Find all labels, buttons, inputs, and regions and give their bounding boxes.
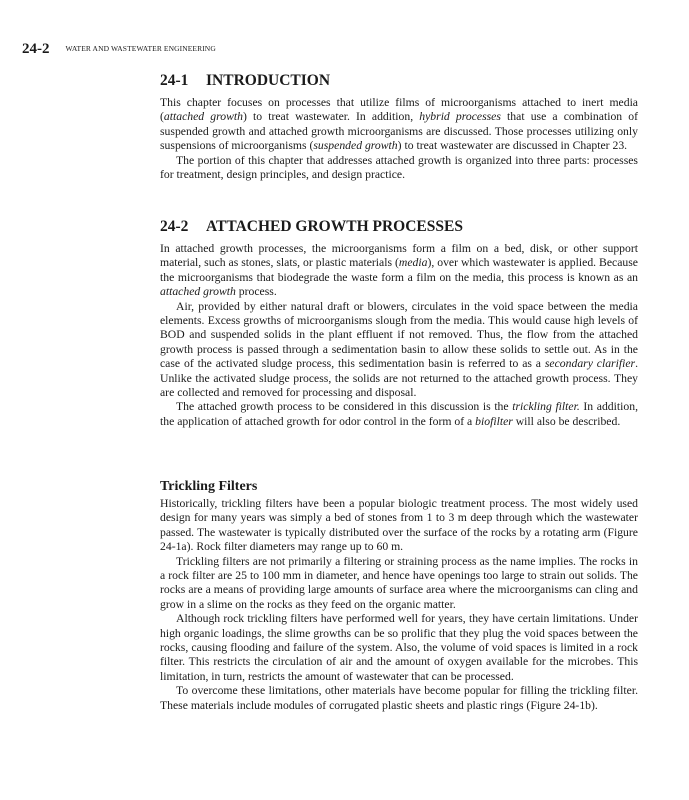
text-run: In addition, the application of attached growth for odor control in the form of a	[160, 400, 639, 428]
section-number: 24-1	[160, 72, 189, 89]
italic-term: hybrid processes	[419, 110, 501, 124]
text-run: Air, provided by either natural draft or blowers, circulates in the void space between the media elements. Excess growths of microorganisms slough from the media. This would cause high levels of BOD and suspended solids in the plant effluent if not removed. Thus, the flow from the attached growth process is passed through a sedimentation basin to allow these solids to settle out. As in the case of the activated sludge process, this sedimentation basin is referred to as a	[160, 299, 638, 371]
paragraph	[160, 96, 638, 154]
italic-term: secondary clarifier	[544, 357, 636, 371]
subsection-trickling-filters	[160, 479, 638, 495]
paragraph: The portion of this chapter that addresses attached growth is organized into three parts: processes for treatment, design principles, and design practice.	[160, 153, 638, 182]
text-run: . Unlike the activated sludge process, the solids are not returned to the attached growth process. They are collected and removed for processing and disposal.	[160, 357, 638, 400]
section-attached-growth	[160, 218, 638, 236]
italic-term: trickling filter.	[512, 400, 580, 414]
section-introduction	[160, 72, 638, 90]
text-run: that use a combination of suspended growth and attached growth microorganisms are discussed. Those processes utilizing only suspensions of microorganisms (	[160, 110, 638, 153]
paragraph: To overcome these limitations, other materials have become popular for filling the trickling filter. These materials include modules of corrugated plastic sheets and plastic rings (Figure 24-1b).	[160, 684, 638, 712]
section-heading	[160, 72, 638, 90]
paragraph	[160, 300, 638, 401]
paragraph	[160, 400, 638, 429]
italic-term: attached growth	[160, 285, 236, 299]
subsection-trickling-filters-body	[160, 497, 638, 713]
text-run: will also be described.	[512, 414, 621, 428]
section-heading	[160, 218, 638, 236]
text-run: This chapter focuses on processes that utilize films of microorganisms attached to inert media (	[160, 96, 638, 124]
paragraph: Historically, trickling filters have been a popular biologic treatment process. The most widely used design for many years was simply a bed of stones from 1 to 3 m deep through which the wastewater passed. The wastewater is typically distributed over the surface of the rocks by a rotating arm (Figure 24-1a). Rock filter diameters may range up to 60 m.	[160, 497, 638, 554]
text-run: The attached growth process to be considered in this discussion is the	[176, 400, 513, 414]
section-attached-growth-body	[160, 242, 638, 429]
paragraph	[160, 242, 638, 300]
italic-term: biofilter	[475, 414, 513, 428]
section-introduction-body	[160, 96, 638, 182]
book-title: WATER AND WASTEWATER ENGINEERING	[65, 44, 216, 53]
paragraph: Trickling filters are not primarily a filtering or straining process as the name implies. The rocks in a rock filter are 25 to 100 mm in diameter, and hence have openings too large to strain out solids. The rocks are a means of providing large amounts of surface area where the microorganisms can cling and grow in a slime on the rocks as they feed on the organic matter.	[160, 554, 638, 611]
text-run: ) to treat wastewater. In addition,	[242, 110, 420, 124]
text-run: In attached growth processes, the microorganisms form a film on a bed, disk, or other support material, such as stones, slats, or plastic materials (	[160, 242, 638, 270]
section-title: INTRODUCTION	[206, 72, 331, 89]
italic-term: suspended growth	[313, 139, 398, 153]
text-run: process.	[235, 285, 277, 299]
text-run: ), over which wastewater is applied. Because the microorganisms that biodegrade the waste form a film on the media, this process is known as an	[160, 256, 638, 284]
section-number: 24-2	[160, 218, 189, 235]
italic-term: media	[398, 256, 428, 270]
subsection-title: Trickling Filters	[160, 479, 258, 494]
page-number: 24-2	[22, 41, 50, 57]
running-head	[22, 40, 216, 58]
paragraph: Although rock trickling filters have performed well for years, they have certain limitations. Under high organic loadings, the slime growths can be so prolific that they plug the void spaces between the rocks, causing flooding and failure of the system. Also, the volume of void spaces is limited in a rock filter. This restricts the circulation of air and the amount of oxygen available for the microbes. This limitation, in turn, restricts the amount of wastewater that can be processed.	[160, 612, 638, 683]
section-title: ATTACHED GROWTH PROCESSES	[206, 218, 463, 235]
italic-term: attached growth	[163, 110, 243, 124]
text-run: ) to treat wastewater are discussed in Chapter 23.	[397, 139, 628, 153]
